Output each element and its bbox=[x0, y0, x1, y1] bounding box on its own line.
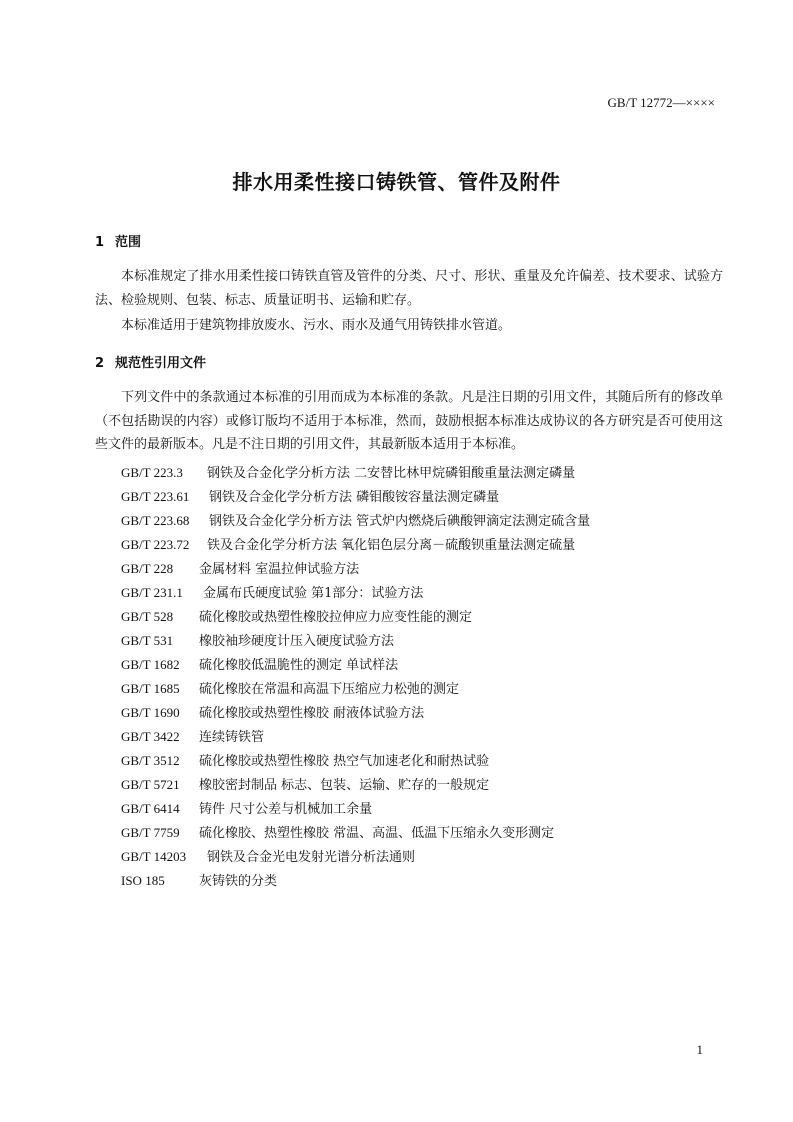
reference-code: GB/T 223.61 bbox=[121, 489, 190, 504]
section-title: 规范性引用文件 bbox=[115, 356, 207, 371]
paragraph: 本标准适用于建筑物排放废水、污水、雨水及通气用铸铁排水管道。 bbox=[121, 318, 512, 333]
reference-item bbox=[121, 485, 590, 509]
section-heading-normative-references bbox=[95, 352, 206, 371]
reference-title: 灰铸铁的分类 bbox=[199, 874, 278, 889]
reference-title: 硫化橡胶或热塑性橡胶拉伸应力应变性能的测定 bbox=[199, 610, 473, 625]
reference-title: 橡胶密封制品 标志、包装、运输、贮存的一般规定 bbox=[199, 778, 490, 793]
section-number: 1 bbox=[95, 235, 105, 250]
reference-item bbox=[121, 509, 590, 533]
reference-code: GB/T 231.1 bbox=[121, 585, 183, 600]
reference-title: 金属布氏硬度试验 第1部分：试验方法 bbox=[203, 586, 424, 601]
reference-item bbox=[121, 869, 590, 893]
reference-item bbox=[121, 629, 590, 653]
reference-code: GB/T 3422 bbox=[121, 729, 180, 744]
section-number: 2 bbox=[95, 356, 105, 371]
reference-code: GB/T 1690 bbox=[121, 705, 180, 720]
reference-item bbox=[121, 653, 590, 677]
reference-code: GB/T 531 bbox=[121, 633, 174, 648]
reference-title: 橡胶袖珍硬度计压入硬度试验方法 bbox=[199, 634, 395, 649]
reference-item bbox=[121, 773, 590, 797]
reference-item bbox=[121, 821, 590, 845]
paragraph: 本标准规定了排水用柔性接口铸铁直管及管件的分类、尺寸、形状、重量及允许偏差、技术要求、试验方法、检验规则、包装、标志、质量证明书、运输和贮存。 bbox=[95, 269, 723, 308]
reference-title: 硫化橡胶或热塑性橡胶 热空气加速老化和耐热试验 bbox=[199, 754, 490, 769]
reference-code: GB/T 1685 bbox=[121, 681, 180, 696]
reference-code: GB/T 228 bbox=[121, 561, 174, 576]
reference-item bbox=[121, 605, 590, 629]
reference-title: 铁及合金化学分析方法 氧化铝色层分离－硫酸钡重量法测定硫量 bbox=[207, 538, 576, 553]
reference-code: GB/T 1682 bbox=[121, 657, 180, 672]
reference-item bbox=[121, 677, 590, 701]
reference-code: GB/T 3512 bbox=[121, 753, 180, 768]
reference-code: GB/T 5721 bbox=[121, 777, 180, 792]
reference-item bbox=[121, 581, 590, 605]
reference-title: 钢铁及合金光电发射光谱分析法通则 bbox=[207, 850, 416, 865]
reference-title: 连续铸铁管 bbox=[199, 730, 265, 745]
reference-item bbox=[121, 557, 590, 581]
reference-title: 硫化橡胶在常温和高温下压缩应力松弛的测定 bbox=[199, 682, 460, 697]
reference-title: 硫化橡胶或热塑性橡胶 耐液体试验方法 bbox=[199, 706, 425, 721]
reference-item bbox=[121, 461, 590, 485]
section-heading-scope bbox=[95, 231, 141, 250]
document-title: 排水用柔性接口铸铁管、管件及附件 bbox=[232, 170, 561, 194]
reference-item bbox=[121, 749, 590, 773]
reference-title: 铸件 尺寸公差与机械加工余量 bbox=[199, 802, 373, 817]
reference-item bbox=[121, 701, 590, 725]
page-number: 1 bbox=[696, 1042, 703, 1057]
reference-title: 钢铁及合金化学分析方法 二安替比林甲烷磷钼酸重量法测定磷量 bbox=[207, 466, 576, 481]
reference-title: 硫化橡胶、热塑性橡胶 常温、高温、低温下压缩永久变形测定 bbox=[199, 826, 555, 841]
reference-item bbox=[121, 533, 590, 557]
reference-code: GB/T 6414 bbox=[121, 801, 180, 816]
reference-code: GB/T 7759 bbox=[121, 825, 180, 840]
section-title: 范围 bbox=[115, 235, 142, 250]
reference-code: GB/T 223.3 bbox=[121, 465, 183, 480]
paragraph: 下列文件中的条款通过本标准的引用而成为本标准的条款。凡是注日期的引用文件，其随后所有的修改单（不包括勘误的内容）或修订版均不适用于本标准，然而，鼓励根据本标准达成协议的各方研究是否可使用这些文件的最新版本。凡是不注日期的引用文件，其最新版本适用于本标准。 bbox=[95, 390, 723, 452]
reference-code: GB/T 14203 bbox=[121, 849, 187, 864]
reference-list bbox=[121, 461, 590, 893]
reference-title: 钢铁及合金化学分析方法 管式炉内燃烧后碘酸钾滴定法测定硫含量 bbox=[209, 514, 591, 529]
reference-item bbox=[121, 725, 590, 749]
reference-title: 金属材料 室温拉伸试验方法 bbox=[199, 562, 360, 577]
reference-code: GB/T 223.72 bbox=[121, 537, 190, 552]
reference-item bbox=[121, 797, 590, 821]
standard-code: GB/T 12772—×××× bbox=[607, 95, 715, 110]
reference-title: 硫化橡胶低温脆性的测定 单试样法 bbox=[199, 658, 399, 673]
reference-title: 钢铁及合金化学分析方法 磷钼酸铵容量法测定磷量 bbox=[209, 490, 500, 505]
reference-code: GB/T 528 bbox=[121, 609, 174, 624]
reference-code: GB/T 223.68 bbox=[121, 513, 190, 528]
reference-code: ISO 185 bbox=[121, 873, 165, 888]
reference-item bbox=[121, 845, 590, 869]
